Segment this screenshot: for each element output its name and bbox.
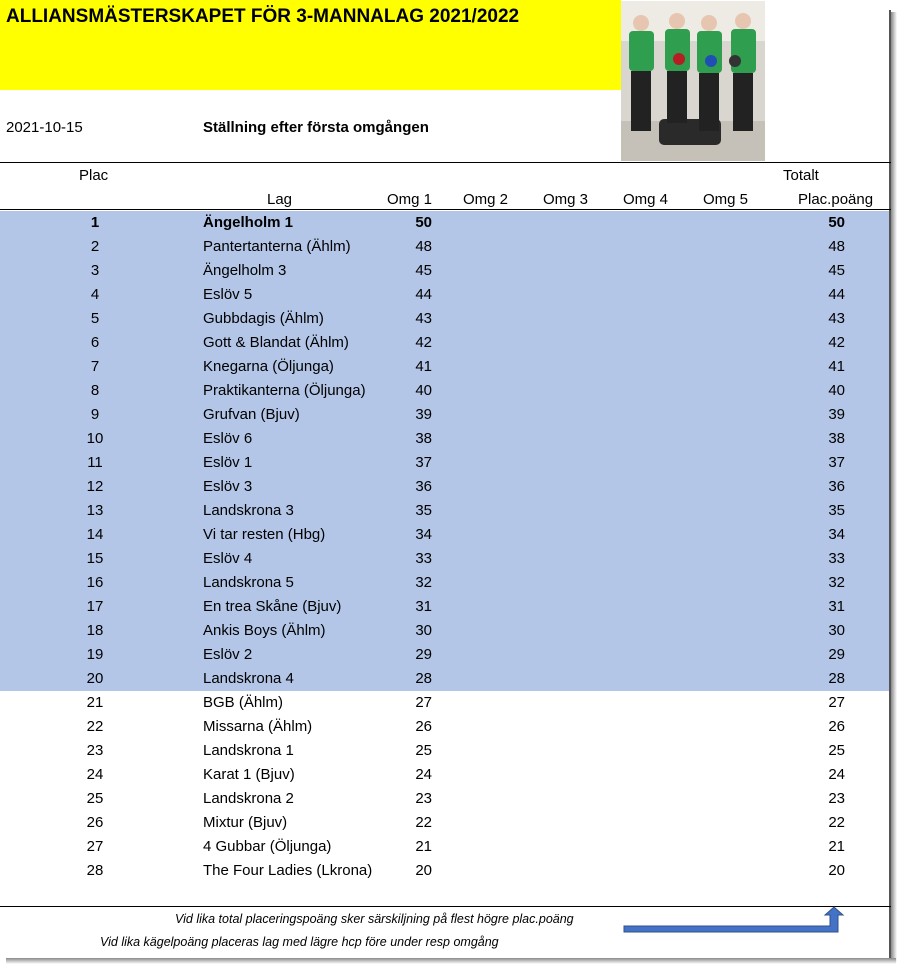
table-row (0, 259, 889, 283)
cell-lag: Missarna (Ählm) (203, 718, 313, 735)
cell-totalt: 22 (828, 814, 845, 831)
cell-totalt: 24 (828, 766, 845, 783)
header-placpoang: Plac.poäng (798, 191, 874, 208)
cell-totalt: 25 (828, 742, 845, 759)
cell-plac: 1 (90, 214, 100, 231)
cell-plac: 16 (86, 574, 104, 591)
table-row (0, 523, 889, 547)
cell-omg1: 25 (415, 742, 432, 759)
cell-lag: Eslöv 1 (203, 454, 253, 471)
cell-plac: 13 (86, 502, 104, 519)
frame-bottom-shadow (6, 958, 896, 964)
tiebreak-note: Vid lika total placeringspoäng sker särskiljning på flest högre plac.poäng (175, 912, 574, 926)
cell-totalt: 21 (828, 838, 845, 855)
cell-lag: Karat 1 (Bjuv) (203, 766, 295, 783)
cell-plac: 7 (90, 358, 100, 375)
cell-omg1: 30 (415, 622, 432, 639)
cell-lag: Eslöv 4 (203, 550, 253, 567)
table-row (0, 427, 889, 451)
table-row (0, 835, 889, 859)
header-omg1: Omg 1 (387, 191, 433, 208)
cell-omg1: 50 (415, 214, 432, 231)
date-label: 2021-10-15 (6, 119, 83, 136)
cell-totalt: 43 (828, 310, 845, 327)
table-row (0, 475, 889, 499)
cell-plac: 17 (86, 598, 104, 615)
cell-plac: 20 (86, 670, 104, 687)
cell-totalt: 50 (828, 214, 845, 231)
cell-totalt: 26 (828, 718, 845, 735)
cell-totalt: 48 (828, 238, 845, 255)
cell-totalt: 32 (828, 574, 845, 591)
header-omg3: Omg 3 (543, 191, 589, 208)
cell-lag: Eslöv 3 (203, 478, 253, 495)
cell-omg1: 24 (415, 766, 432, 783)
cell-plac: 22 (86, 718, 104, 735)
cell-lag: Eslöv 5 (203, 286, 253, 303)
cell-totalt: 38 (828, 430, 845, 447)
table-row (0, 595, 889, 619)
frame-right-shadow (891, 12, 897, 962)
table-row (0, 211, 889, 235)
cell-omg1: 41 (415, 358, 432, 375)
cell-lag: Eslöv 6 (203, 430, 253, 447)
table-row (0, 763, 889, 787)
table-row (0, 451, 889, 475)
table-row (0, 811, 889, 835)
cell-lag: Gubbdagis (Ählm) (203, 310, 324, 327)
cell-plac: 25 (86, 790, 104, 807)
cell-omg1: 34 (415, 526, 432, 543)
cell-plac: 14 (86, 526, 104, 543)
cell-lag: Grufvan (Bjuv) (203, 406, 300, 423)
cell-plac: 5 (90, 310, 100, 327)
cell-plac: 10 (86, 430, 104, 447)
cell-totalt: 27 (828, 694, 845, 711)
cell-omg1: 38 (415, 430, 432, 447)
cell-totalt: 29 (828, 646, 845, 663)
header-omg2: Omg 2 (463, 191, 509, 208)
cell-plac: 4 (90, 286, 100, 303)
cell-plac: 27 (86, 838, 104, 855)
cell-lag: 4 Gubbar (Öljunga) (203, 838, 332, 855)
cell-lag: Landskrona 5 (203, 574, 294, 591)
cell-totalt: 44 (828, 286, 845, 303)
table-row (0, 499, 889, 523)
cell-plac: 6 (90, 334, 100, 351)
cell-omg1: 33 (415, 550, 432, 567)
cell-omg1: 32 (415, 574, 432, 591)
header-lag: Lag (267, 191, 293, 208)
cell-lag: Pantertanterna (Ählm) (203, 238, 351, 255)
cell-totalt: 20 (828, 862, 845, 879)
title-banner (0, 0, 621, 90)
cell-plac: 15 (86, 550, 104, 567)
cell-omg1: 43 (415, 310, 432, 327)
cell-lag: Ankis Boys (Ählm) (203, 622, 326, 639)
cell-omg1: 21 (415, 838, 432, 855)
cell-totalt: 45 (828, 262, 845, 279)
table-row (0, 403, 889, 427)
cell-plac: 3 (90, 262, 100, 279)
table-top-rule (0, 162, 891, 163)
table-row (0, 283, 889, 307)
table-row (0, 331, 889, 355)
cell-omg1: 29 (415, 646, 432, 663)
cell-plac: 9 (90, 406, 100, 423)
table-row (0, 547, 889, 571)
table-row (0, 739, 889, 763)
cell-totalt: 40 (828, 382, 845, 399)
cell-lag: Landskrona 3 (203, 502, 294, 519)
cell-totalt: 36 (828, 478, 845, 495)
header-omg5: Omg 5 (703, 191, 749, 208)
cell-plac: 21 (86, 694, 104, 711)
cell-omg1: 39 (415, 406, 432, 423)
cell-totalt: 30 (828, 622, 845, 639)
table-row (0, 787, 889, 811)
cell-totalt: 28 (828, 670, 845, 687)
cell-plac: 8 (90, 382, 100, 399)
table-row (0, 715, 889, 739)
team-photo (621, 1, 765, 161)
table-row (0, 571, 889, 595)
cell-omg1: 36 (415, 478, 432, 495)
cell-plac: 12 (86, 478, 104, 495)
header-rule (0, 209, 891, 210)
cell-plac: 11 (87, 454, 103, 471)
table-row (0, 619, 889, 643)
up-arrow-icon (622, 905, 847, 935)
cell-plac: 24 (86, 766, 104, 783)
cell-omg1: 23 (415, 790, 432, 807)
cell-plac: 28 (86, 862, 104, 879)
cell-omg1: 37 (415, 454, 432, 471)
cell-totalt: 39 (828, 406, 845, 423)
header-plac: Plac (79, 167, 109, 184)
cell-lag: Landskrona 1 (203, 742, 294, 759)
page-title: ALLIANSMÄSTERSKAPET FÖR 3-MANNALAG 2021/2022 (6, 6, 520, 27)
cell-omg1: 27 (415, 694, 432, 711)
cell-plac: 23 (86, 742, 104, 759)
cell-lag: Eslöv 2 (203, 646, 253, 663)
cell-totalt: 23 (828, 790, 845, 807)
cell-omg1: 20 (415, 862, 432, 879)
cell-lag: Knegarna (Öljunga) (203, 358, 334, 375)
cell-totalt: 33 (828, 550, 845, 567)
cell-omg1: 26 (415, 718, 432, 735)
table-row (0, 859, 889, 883)
cell-totalt: 34 (828, 526, 845, 543)
cell-omg1: 28 (415, 670, 432, 687)
header-omg4: Omg 4 (623, 191, 669, 208)
cell-omg1: 40 (415, 382, 432, 399)
table-row (0, 235, 889, 259)
hcp-note: Vid lika kägelpoäng placeras lag med lägre hcp före under resp omgång (100, 935, 499, 949)
cell-totalt: 31 (828, 598, 845, 615)
cell-totalt: 37 (828, 454, 845, 471)
cell-lag: Landskrona 4 (203, 670, 294, 687)
cell-totalt: 41 (828, 358, 845, 375)
cell-omg1: 31 (415, 598, 432, 615)
table-row (0, 643, 889, 667)
cell-lag: Ängelholm 3 (203, 262, 287, 279)
cell-totalt: 42 (828, 334, 845, 351)
cell-lag: En trea Skåne (Bjuv) (203, 598, 342, 615)
cell-omg1: 44 (415, 286, 432, 303)
cell-plac: 18 (86, 622, 104, 639)
subtitle: Ställning efter första omgången (203, 119, 429, 136)
cell-lag: BGB (Ählm) (203, 694, 284, 711)
table-row (0, 691, 889, 715)
cell-totalt: 35 (828, 502, 845, 519)
table-row (0, 379, 889, 403)
cell-plac: 19 (86, 646, 104, 663)
table-row (0, 667, 889, 691)
cell-omg1: 35 (415, 502, 432, 519)
cell-lag: The Four Ladies (Lkrona) (203, 862, 373, 879)
cell-omg1: 45 (415, 262, 432, 279)
cell-omg1: 22 (415, 814, 432, 831)
cell-lag: Ängelholm 1 (203, 214, 294, 231)
cell-lag: Vi tar resten (Hbg) (203, 526, 326, 543)
table-row (0, 355, 889, 379)
cell-omg1: 42 (415, 334, 432, 351)
header-totalt: Totalt (783, 167, 819, 184)
cell-plac: 26 (86, 814, 104, 831)
cell-plac: 2 (90, 238, 100, 255)
cell-omg1: 48 (415, 238, 432, 255)
table-row (0, 307, 889, 331)
cell-lag: Praktikanterna (Öljunga) (203, 382, 366, 399)
cell-lag: Landskrona 2 (203, 790, 294, 807)
cell-lag: Mixtur (Bjuv) (203, 814, 288, 831)
cell-lag: Gott & Blandat (Ählm) (203, 334, 349, 351)
standings-table (0, 211, 889, 883)
